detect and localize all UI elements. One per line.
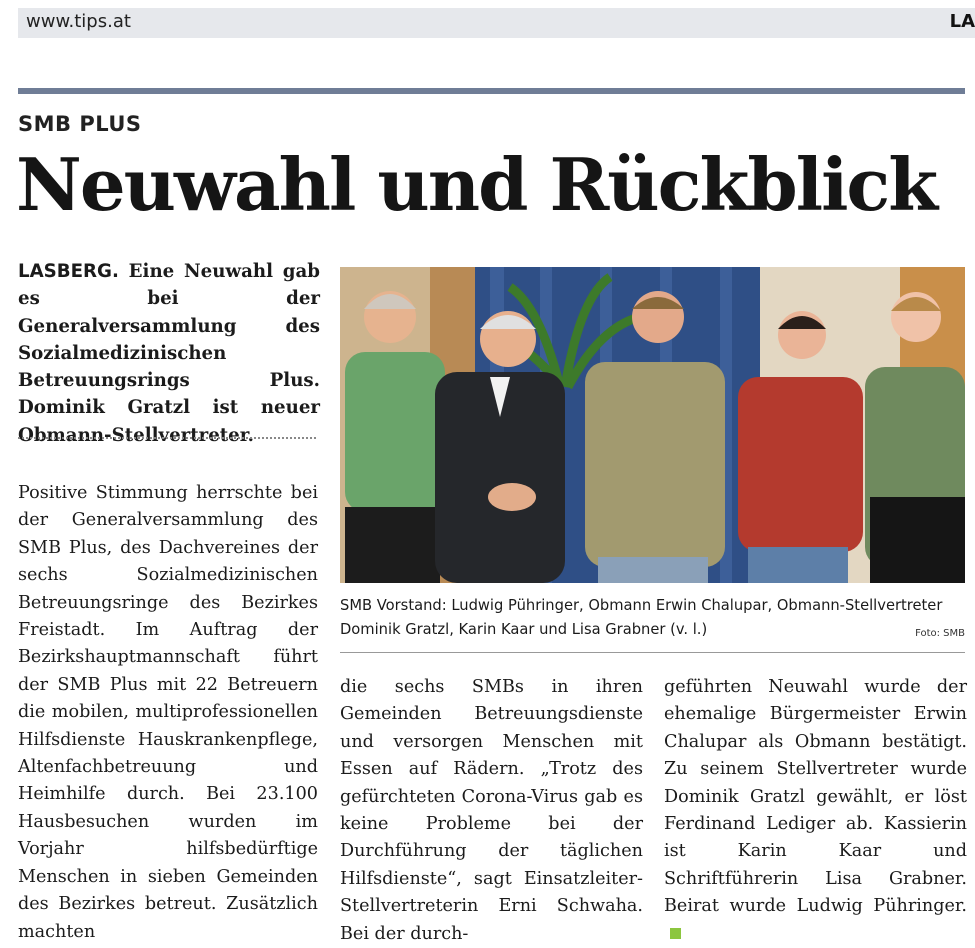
article-kicker: SMB PLUS xyxy=(18,112,142,136)
body-column-2: die sechs SMBs in ihren Gemeinden Betreuungsdienste und versorgen Menschen mit Essen auf Rädern. „Trotz des gefürchteten Corona-Virus gab es keine Probleme bei der Durchführung der täglichen Hilfsdienste“, sagt Einsatzleiter-Stellvertreterin Erni Schwaha. Bei der durch- xyxy=(340,677,643,944)
body-column-1: Positive Stimmung herrschte bei der Generalversammlung des SMB Plus, des Dachvereines der sechs Sozialmedizinischen Betreuungsringe des Bezirkes Freistadt. Im Auftrag der Bezirkshauptmannschaft führt der SMB Plus mit 22 Betreuern die mobilen, multiprofessionellen Hilfsdienste Hauskrankenpflege, Altenfachbetreuung und Heimhilfe durch. Bei 23.100 Hausbesuchen wurden im Vorjahr hilfsbedürftige Menschen in sieben Gemeinden des Bezirkes betreut. Zusätzlich machten xyxy=(18,483,318,942)
group-photo xyxy=(340,267,965,583)
photo-credit: Foto: SMB xyxy=(915,628,965,639)
site-url[interactable]: www.tips.at xyxy=(26,11,131,32)
article-lead xyxy=(18,258,320,449)
lead-divider xyxy=(18,437,316,439)
section-code: LA xyxy=(949,11,975,32)
dateline: LASBERG. xyxy=(18,261,119,282)
section-rule xyxy=(18,88,965,94)
end-of-article-square-icon xyxy=(670,928,681,939)
caption-rule xyxy=(340,652,965,653)
group-photo-illustration xyxy=(340,267,965,583)
lead-text: Eine Neuwahl gab es bei der Generalversammlung des Sozialmedizinischen Betreuungsrings Plus. Dominik Gratzl ist neuer Obmann-Stellvertreter. xyxy=(18,261,320,446)
header-bar xyxy=(18,8,975,38)
body-column-3 xyxy=(664,674,967,948)
article-headline: Neuwahl und Rückblick xyxy=(16,142,937,227)
column-3-text: geführten Neuwahl wurde der ehemalige Bürgermeister Erwin Chalupar als Obmann bestätigt. Zu seinem Stellvertreter wurde Dominik Gratzl gewählt, er löst Ferdinand Lediger ab. Kassierin ist Karin Kaar und Schriftführerin Lisa Grabner. Beirat wurde Ludwig Pühringer. xyxy=(664,677,967,917)
photo-caption: SMB Vorstand: Ludwig Pühringer, Obmann Erwin Chalupar, Obmann-Stellvertreter Dominik Gratzl, Karin Kaar und Lisa Grabner (v. l.) xyxy=(340,597,943,638)
